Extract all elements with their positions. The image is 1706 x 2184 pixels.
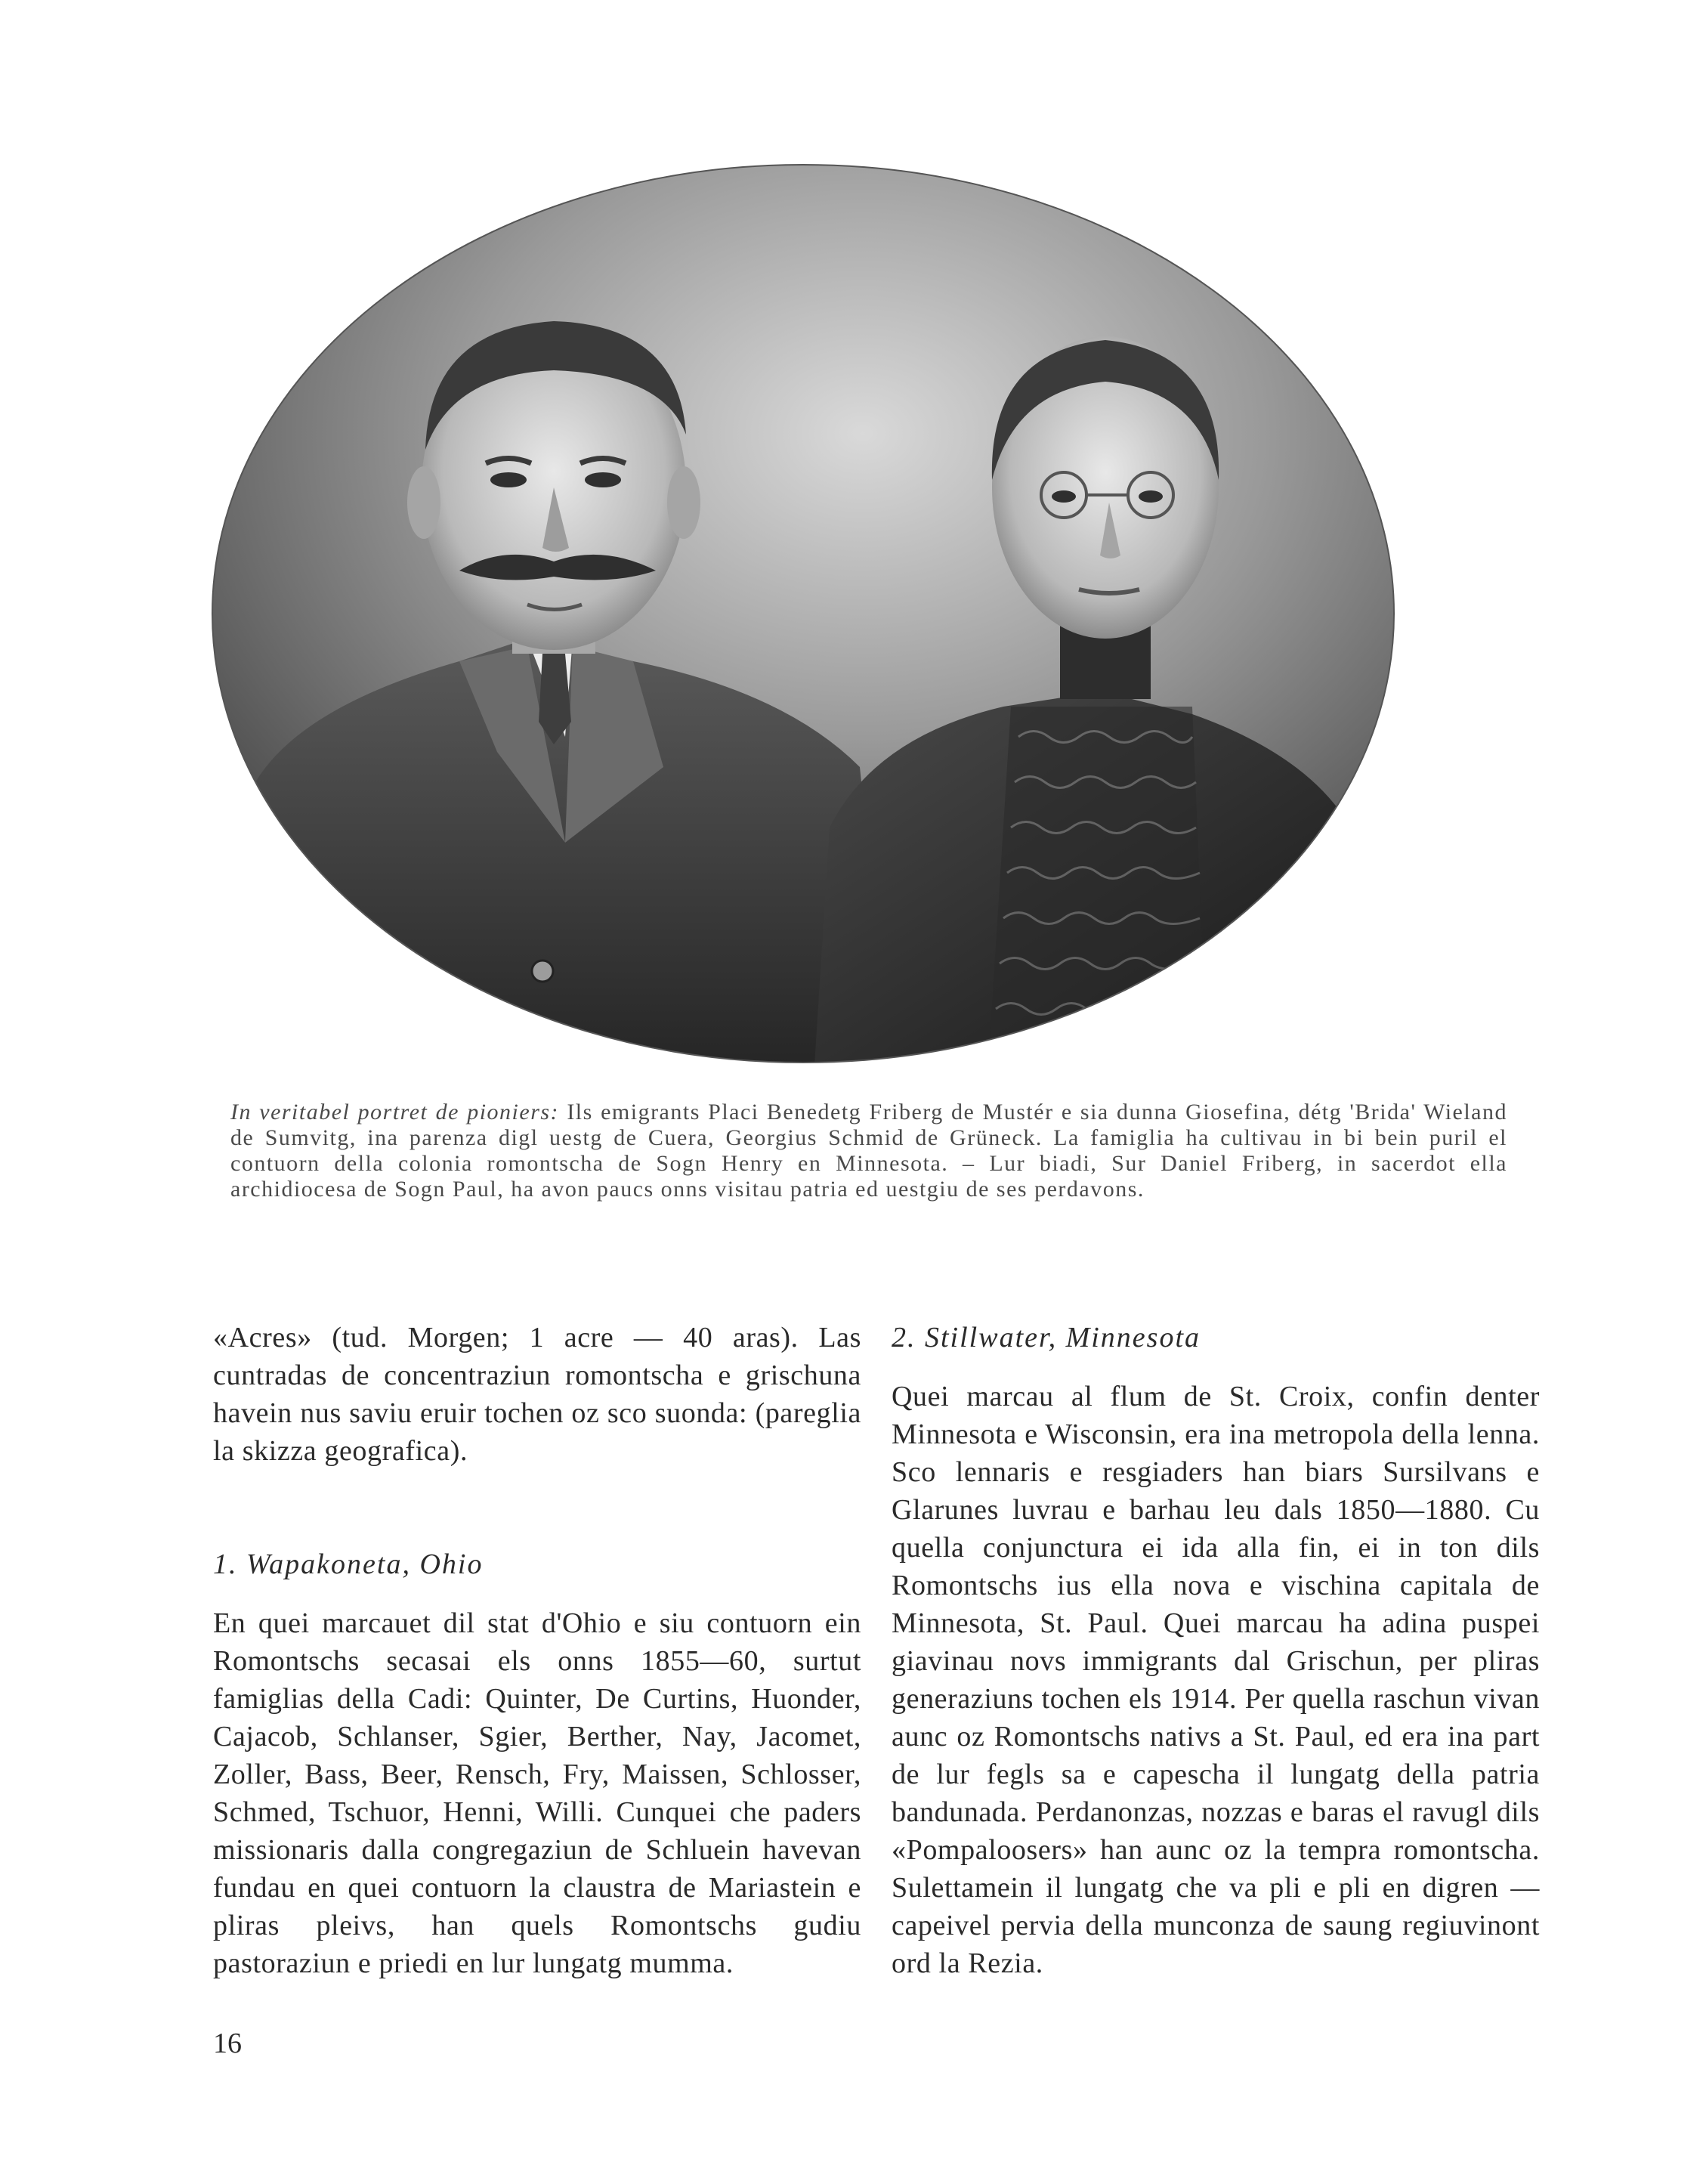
intro-paragraph: «Acres» (tud. Morgen; 1 acre — 40 aras). Las cuntradas de concentraziun romontscha e grischuna havein nus saviu eruir tochen oz sco suonda: (pareglia la skizza geografica). [213,1322,861,1467]
section-heading-stillwater: 2. Stillwater, Minnesota [892,1322,1201,1353]
right-column [892,1319,1540,1982]
page-number: 16 [213,2028,242,2059]
left-column [213,1319,861,1982]
caption-lead: In veritabel portret de pioniers: [230,1100,560,1124]
portrait-photograph [210,162,1396,1066]
section-paragraph-wapakoneta: En quei marcauet dil stat d'Ohio e siu contuorn ein Romontschs secasai els onns 1855—60, surtut famiglias della Cadi: Quinter, De Curtins, Huonder, Cajacob, Schlanser, Sgier, Berther, Nay, Jacomet, Zoller, Bass, Beer, Rensch, Fry, Maissen, Schlosser, Schmed, Tschuor, Henni, Willi. Cunquei che paders missionaris dalla congregaziun de Schluein havevan fundau en quei contuorn la claustra de Mariastein e pliras pleivs, han quels Romontschs gudiu pastoraziun e priedi en lur lungatg mumma. [213,1607,861,1979]
section-heading-wapakoneta: 1. Wapakoneta, Ohio [213,1548,484,1580]
oval-portrait-icon [210,162,1396,1066]
section-paragraph-stillwater: Quei marcau al flum de St. Croix, confin denter Minnesota e Wisconsin, era ina metropola della lenna. Sco lennaris e resgiaders han biars Sursilvans e Glarunes luvrau e barhau leu dals 1850—1880. Cu quella conjunctura ei ida alla fin, ei in ton dils Romontschs ius ella nova e vischina capitala de Minnesota, St. Paul. Quei marcau ha adina puspei giavinau novs immigrants dal Grischun, per pliras generaziuns tochen els 1914. Per quella raschun vivan aunc oz Romontschs nativs a St. Paul, ed era ina part de lur fegls sa e capescha il lungatg della patria bandunada. Perdanonzas, nozzas e baras el ravugl dils «Pompaloosers» han aunc oz la tempra romontscha. Sulettamein il lungatg che va pli e pli en digren — capeivel pervia della munconza de saung regiuvinont ord la Rezia. [892,1381,1540,1979]
photo-caption [230,1100,1507,1202]
caption-text: Ils emigrants Placi Benedetg Friberg de Mustér e sia dunna Giosefina, détg 'Brida' Wieland de Sumvitg, ina parenza digl uestg de Cuera, Georgius Schmid de Grüneck. La famiglia ha cultivau in bi bein puril el contuorn della colonia romontscha de Sogn Henry en Minnesota. – Lur biadi, Sur Daniel Friberg, in sacerdot ella archidiocesa de Sogn Paul, ha avon paucs onns visitau patria ed uestgiu de ses perdavons. [230,1100,1507,1202]
